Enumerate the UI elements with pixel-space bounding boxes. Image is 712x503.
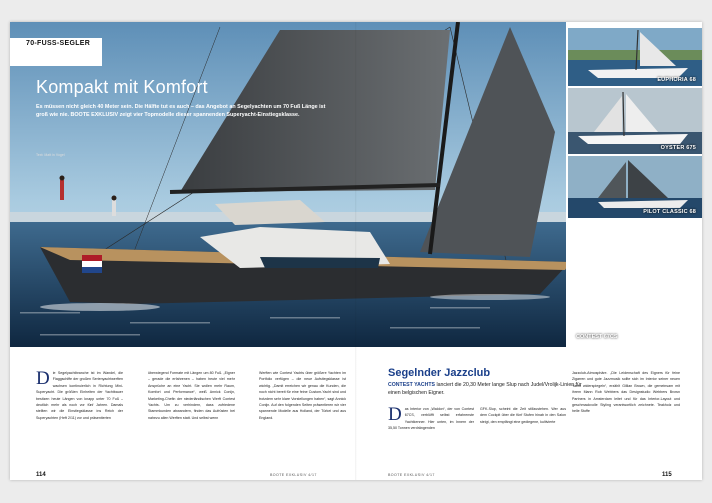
page-gutter [355, 22, 357, 480]
section-column-3 [572, 370, 680, 466]
body-text: GFK-Slup, scheint die Zeit stillzustehen. Wer aus dem Cockpit über die fünf Stufen hinab in den Salon steigt, den empfängt eine gediegene, kultivierte [480, 407, 566, 424]
headline: Kompakt mit Komfort [36, 77, 208, 97]
body-text: Werften wie Contest Yachts über größere Yachten im Portfolio verfügen – die neue Aufstiegsklasse ist wichtig. „Damit erreichen wir genau die Kunden, die noch nicht bereit für eine feine Custom-Yacht sind und trotzdem sehr klare Vorstellungen haben“, sagt Annick Conijn. Auf den folgenden Seiten präsentieren wir vier spannende Modelle aus Holland, der Türkei und aus England. [259, 371, 346, 420]
thumbnail-caption: PILOT CLASSIC 68 [643, 209, 696, 215]
body-text: as Interior von „Waldon“, der von Contest 67CS, verblüfft selbst erfahrenste Yachtkenner. Hier unten, im Innern der 35,50 Tonnen verdrängenden [388, 407, 474, 431]
page-number-left: 114 [36, 472, 46, 478]
body-column-2 [148, 370, 235, 462]
section-subtitle-text: lanciert die 20,30 Meter lange Slup nach Judel/Vrolijk-Linien für einen belgischen Eigner. [388, 382, 582, 396]
thumbnail-oyster [568, 88, 702, 154]
magazine-spread [10, 22, 702, 480]
section-title: Segelnder Jazzclub [388, 367, 491, 379]
section-subtitle [388, 382, 588, 397]
body-text: überwiegend Formate mit Längen um 80 Fuß. „Eigner – gerade die erfahrenen – haben heute viel mehr Ansprüche an eine Yacht. Sie wollen mehr Raum, Komfort und Performance“, weiß Annick Conijn, Marketing-Chefin der niederländischen Werft Contest Yachts. Um zu verhindern, dass zufriedene Stammkunden abwandern, finden das Aufrüsten bei nahezu allen Werften statt. Und selbst wenn [148, 371, 235, 420]
sailing-yacht-image [10, 22, 566, 347]
thumbnail-caption: OYSTER 675 [660, 145, 696, 151]
hero-photo [10, 22, 566, 347]
thumbnail-caption: EUPHORIA 68 [657, 77, 696, 83]
page-number-right: 115 [662, 472, 672, 478]
dropcap: D [388, 406, 402, 425]
footer-magazine-right: BOOTE EXKLUSIV 4/17 [388, 473, 435, 477]
section-column-2 [480, 406, 566, 464]
dropcap: D [36, 370, 50, 389]
body-text: ie Segelyachtbranche ist im Wandel, die Flaggschiffe der großen Serienyachtwerften wachsen kontinuierlich in Richtung Mini-Superyacht. Die größten Einheiten der Yachtbauer besitzen heute Längen von knapp unter 70 Fuß – deutlich mehr als noch vor fünf Jahren. Damals stellten wir die Einstiegsklasse ins Reich der Superyachten (Heft 2/11) vor und präsentierten [36, 371, 123, 420]
body-text: Jazzclub-Atmosphäre. „Die Leidenschaft des Eigners für feine Zigarren und gute Jazzmusik sollte sich im Interior seiner neuen Yacht widerspiegeln“, erzählt Gillian Brown, die gemeinsam mit ihrem Mann Rob Webbers das Designstudio Webbers Brown Partners in Amsterdam leitet und für das Interior-Layout und geschmackvolle Styling verantwortlich zeichnete. Teakholz und helle Stoffe [572, 371, 680, 414]
footer-magazine-left: BOOTE EXKLUSIV 4/17 [270, 473, 317, 477]
thumbnail-pilot [568, 156, 702, 218]
hero-caption: CONTEST 67CS [576, 334, 618, 340]
thumbnail-euphoria [568, 28, 702, 86]
body-column-3 [259, 370, 346, 462]
byline: Text: Matt in Vogel [36, 153, 65, 157]
section-kicker: 70-FUSS-SEGLER [26, 40, 91, 47]
section-column-1 [388, 406, 474, 464]
section-brand: CONTEST YACHTS [388, 382, 435, 388]
intro-text: Es müssen nicht gleich 40 Meter sein. Die Hälfte tut es auch – das Angebot an Segelyachten um 70 Fuß Länge ist groß wie nie. BOOTE EXKLUSIV zeigt vier Topmodelle dieser spannenden Superyacht-Einstiegsklasse. [36, 104, 326, 118]
body-column-1 [36, 370, 123, 462]
